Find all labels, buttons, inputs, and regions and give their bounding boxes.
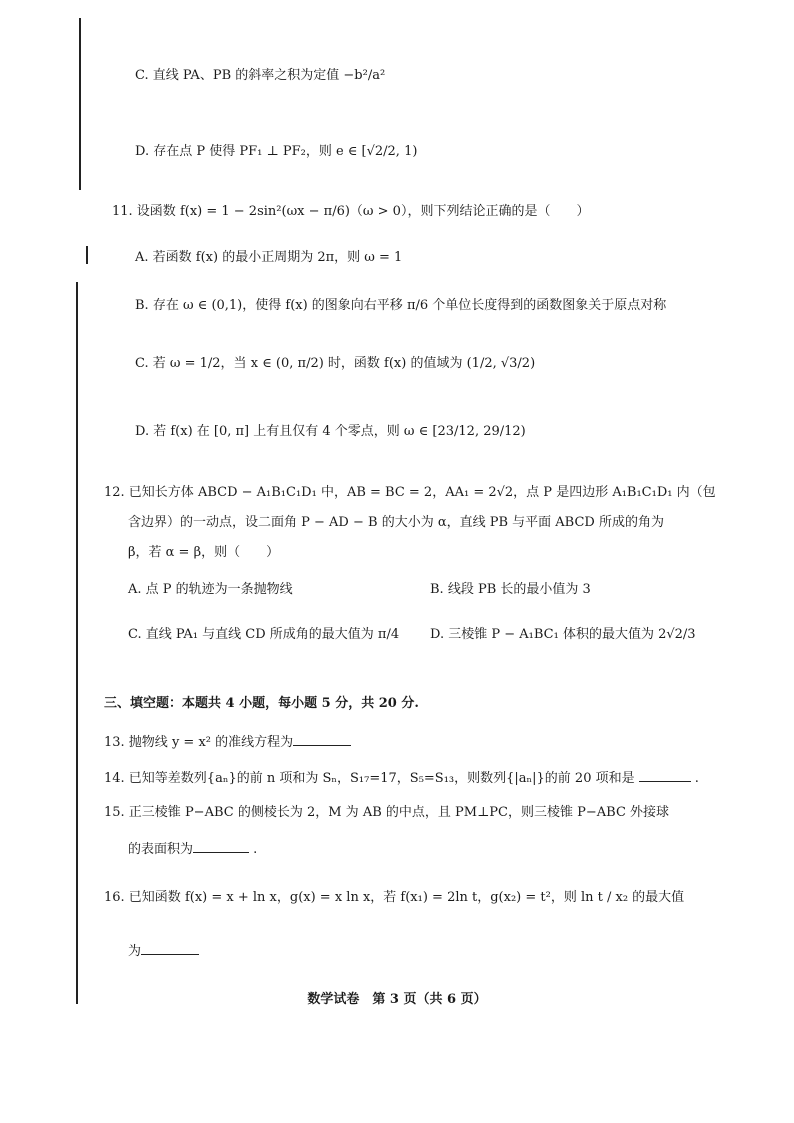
q12-stem-line2: 含边界）的一动点，设二面角 P − AD − B 的大小为 α，直线 PB 与平面 ABCD 所成的角为 [128, 515, 664, 530]
q12-stem-line3: β，若 α = β，则（ ） [128, 545, 280, 560]
q15-line2: 的表面积为 . [128, 838, 257, 860]
q16-line2-text: 为 [128, 944, 142, 959]
q11-stem: 11. 设函数 f(x) = 1 − 2sin²(ωx − π/6)（ω > 0），则下列结论正确的是（ ） [112, 204, 590, 219]
answer-blank [193, 838, 249, 853]
page-footer: 数学试卷 第 3 页（共 6 页） [307, 992, 487, 1007]
q11-option-d: D. 若 f(x) 在 [0, π] 上有且仅有 4 个零点，则 ω ∈ [23/12, 29/12) [135, 424, 526, 439]
binding-margin-line [76, 282, 78, 1004]
q10-option-c: C. 直线 PA、PB 的斜率之积为定值 −b²/a² [135, 68, 386, 83]
answer-blank [141, 940, 199, 955]
q11-option-c: C. 若 ω = 1/2，当 x ∈ (0, π/2) 时，函数 f(x) 的值域为 (1/2, √3/2) [135, 356, 536, 371]
q11-option-a: A. 若函数 f(x) 的最小正周期为 2π，则 ω = 1 [135, 250, 403, 265]
q14: 14. 已知等差数列{aₙ}的前 n 项和为 Sₙ，S₁₇=17，S₅=S₁₃，则数列{|aₙ|}的前 20 项和是 . [104, 767, 699, 789]
answer-blank [639, 767, 691, 782]
q10-option-d: D. 存在点 P 使得 PF₁ ⊥ PF₂，则 e ∈ [√2/2, 1) [135, 144, 418, 159]
q13 [104, 731, 351, 753]
answer-blank [293, 731, 351, 746]
q11-option-b: B. 存在 ω ∈ (0,1)，使得 f(x) 的图象向右平移 π/6 个单位长度得到的函数图象关于原点对称 [135, 298, 667, 313]
q16-line2 [128, 940, 199, 962]
q12-option-b: B. 线段 PB 长的最小值为 3 [430, 582, 591, 597]
binding-margin-line [86, 246, 88, 264]
q13-text: 13. 抛物线 y = x² 的准线方程为 [104, 735, 294, 750]
q15-line1: 15. 正三棱锥 P−ABC 的侧棱长为 2，M 为 AB 的中点，且 PM⊥PC，则三棱锥 P−ABC 外接球 [104, 805, 670, 820]
q12-option-a: A. 点 P 的轨迹为一条抛物线 [128, 582, 293, 597]
q14-text: 14. 已知等差数列{aₙ}的前 n 项和为 Sₙ，S₁₇=17，S₅=S₁₃，则数列{|aₙ|}的前 20 项和是 [104, 771, 635, 786]
section-three-heading: 三、填空题：本题共 4 小题，每小题 5 分，共 20 分. [104, 696, 419, 711]
q12-option-d: D. 三棱锥 P − A₁BC₁ 体积的最大值为 2√2/3 [430, 627, 696, 642]
binding-margin-line [79, 18, 81, 190]
q16-line1: 16. 已知函数 f(x) = x + ln x，g(x) = x ln x，若 f(x₁) = 2ln t，g(x₂) = t²，则 ln t / x₂ 的最大值 [104, 890, 685, 905]
q15-line2-text: 的表面积为 [128, 842, 194, 857]
q12-option-c: C. 直线 PA₁ 与直线 CD 所成角的最大值为 π/4 [128, 627, 400, 642]
q12-stem-line1: 12. 已知长方体 ABCD − A₁B₁C₁D₁ 中，AB = BC = 2，AA₁ = 2√2，点 P 是四边形 A₁B₁C₁D₁ 内（包 [104, 485, 716, 500]
